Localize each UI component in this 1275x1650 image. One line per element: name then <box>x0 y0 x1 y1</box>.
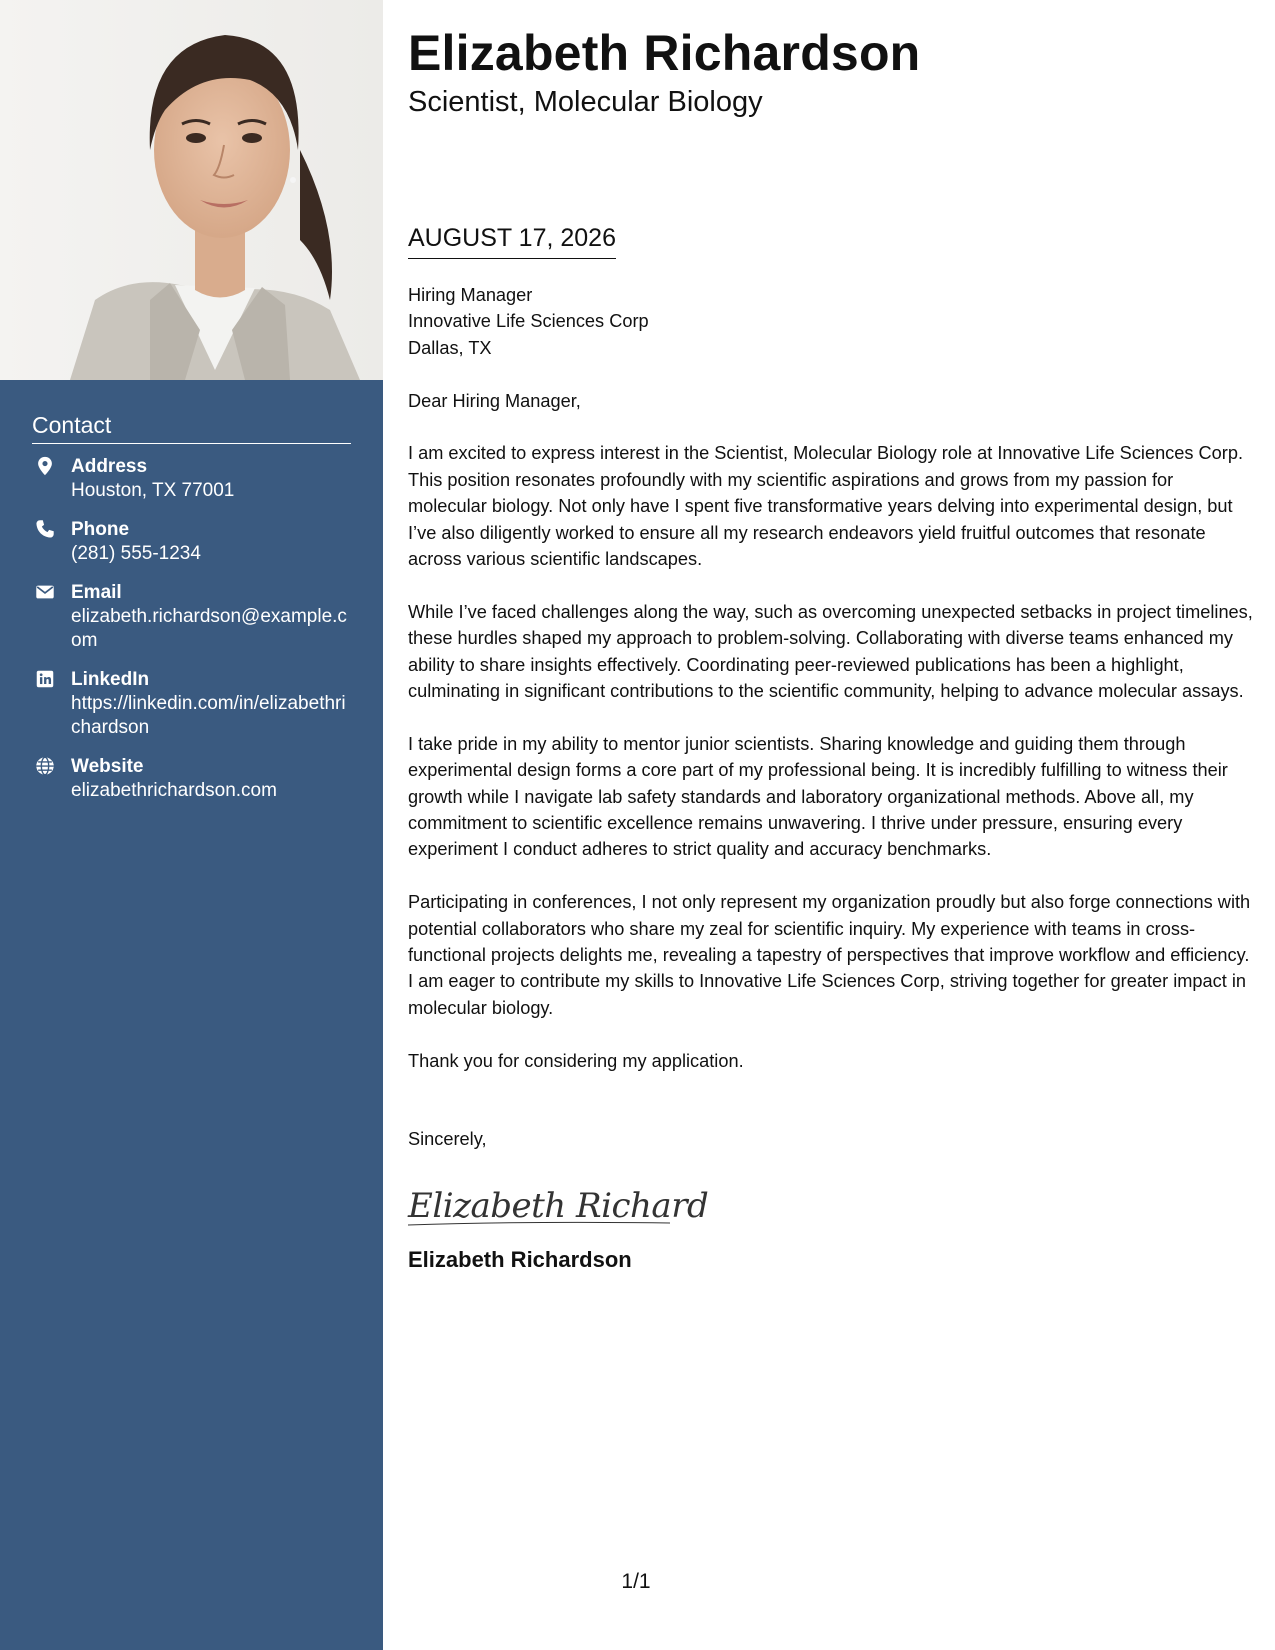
contact-label: Website <box>71 756 144 777</box>
linkedin-icon <box>34 668 56 690</box>
website-value[interactable]: elizabethrichardson.com <box>71 780 277 801</box>
contact-label: Phone <box>71 519 130 540</box>
address-value: Houston, TX 77001 <box>71 480 235 501</box>
contact-email <box>32 580 351 653</box>
linkedin-value[interactable]: https://linkedin.com/in/elizabethrichardson <box>71 693 346 738</box>
paragraph: I am excited to express interest in the Scientist, Molecular Biology role at Innovative Life Sciences Corp. This position resonates profoundly with my scientific aspirations and grows from my passion for molecular biology. Not only have I spent five transformative years delving into experimental design, but I’ve also diligently worked to ensure all my research endeavors yield fruitful outcomes that resonate across various scientific landscapes. <box>408 443 1244 570</box>
location-pin-icon <box>34 455 56 477</box>
contact-phone <box>32 517 351 566</box>
paragraph: I take pride in my ability to mentor junior scientists. Sharing knowledge and guiding them through experimental design forms a core part of my professional being. It is incredibly fulfilling to witness their growth while I navigate lab safety standards and laboratory organizational methods. Above all, my commitment to scientific excellence remains unwavering. I thrive under pressure, ensuring every experiment I conduct adheres to strict quality and accuracy benchmarks. <box>408 733 1228 860</box>
paragraph: Participating in conferences, I not only represent my organization proudly but also forge connections with potential collaborators who share my zeal for scientific inquiry. My experience with teams in cross-functional projects delights me, revealing a tapestry of perspectives that improve workflow and efficiency. I am eager to contribute my skills to Innovative Life Sciences Corp, striving together for greater impact in molecular biology. <box>408 892 1251 1018</box>
contact-label: Email <box>71 582 122 603</box>
recipient-block <box>408 282 1253 361</box>
page-number: 1/1 <box>621 1570 651 1593</box>
contact-label: LinkedIn <box>71 669 150 690</box>
phone-icon <box>34 518 56 540</box>
contact-heading: Contact <box>32 412 351 444</box>
contact-label: Address <box>71 456 148 477</box>
signer-name: Elizabeth Richardson <box>408 1246 632 1272</box>
contact-website <box>32 754 351 803</box>
paragraph: Thank you for considering my application. <box>408 1050 744 1071</box>
paragraph: While I’ve faced challenges along the way, such as overcoming unexpected setbacks in project timelines, these hurdles shaped my approach to problem-solving. Collaborating with diverse teams enhanced my ability to share insights effectively. Coordinating peer-reviewed publications has been a highlight, culminating in significant contributions to the scientific community, helping to advance molecular assays. <box>408 601 1253 702</box>
greeting: Dear Hiring Manager, <box>408 390 581 411</box>
profile-photo <box>0 0 383 380</box>
sidebar <box>0 0 383 1650</box>
contact-section <box>32 412 351 817</box>
closing: Sincerely, <box>408 1129 487 1150</box>
applicant-role: Scientist, Molecular Biology <box>408 86 763 118</box>
envelope-icon <box>34 581 56 603</box>
svg-text:Elizabeth Richard: Elizabeth Richard <box>408 1185 709 1226</box>
applicant-name: Elizabeth Richardson <box>408 25 921 81</box>
globe-icon <box>34 755 56 777</box>
recipient-line: Hiring Manager <box>408 285 533 305</box>
recipient-line: Dallas, TX <box>408 337 492 358</box>
recipient-line: Innovative Life Sciences Corp <box>408 311 649 332</box>
contact-address <box>32 454 351 503</box>
handwritten-signature <box>408 1177 1253 1237</box>
contact-linkedin <box>32 667 351 740</box>
phone-value: (281) 555-1234 <box>71 543 201 564</box>
letter-header <box>408 22 1253 120</box>
email-value[interactable]: elizabeth.richardson@example.com <box>71 606 347 651</box>
letter-body <box>408 282 1253 1273</box>
letter-date: AUGUST 17, 2026 <box>408 222 616 259</box>
